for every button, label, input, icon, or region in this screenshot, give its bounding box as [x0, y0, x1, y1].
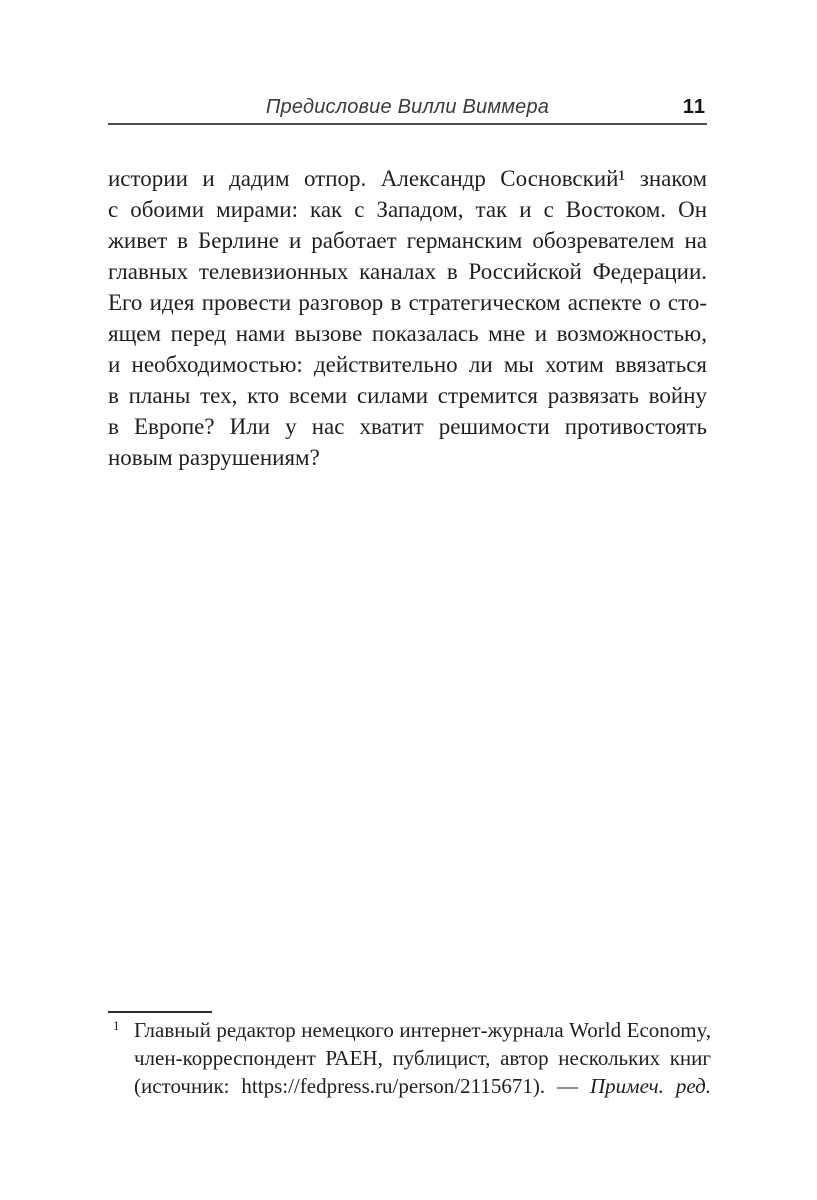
body-line: в планы тех, кто всеми силами стремится развязать войну — [108, 383, 707, 408]
body-line: Его идея провести разговор в стратегическом аспекте о сто- — [108, 290, 707, 315]
footnote-separator-rule — [108, 1011, 212, 1013]
body-line: главных телевизионных каналах в Российской Федерации. — [108, 259, 707, 284]
footnote-line: Главный редактор немецкого интернет-журнала World Economy, — [134, 1018, 711, 1042]
footnote-marker: 1 — [113, 1018, 120, 1033]
body-line: новым разрушениям? — [108, 445, 320, 470]
body-line: с обоими мирами: как с Западом, так и с Востоком. Он — [108, 197, 707, 222]
running-header-title: Предисловие Вилли Виммера — [265, 96, 550, 118]
body-line: ящем перед нами вызове показалась мне и возможностью, — [108, 321, 707, 346]
body-line: истории и дадим отпор. Александр Сосновский¹ знаком — [108, 166, 707, 191]
footnote-editor-note: Примеч. ред. — [590, 1074, 711, 1098]
page-number: 11 — [682, 96, 706, 118]
body-paragraph — [108, 163, 707, 473]
body-line: живет в Берлине и работает германским обозревателем на — [108, 228, 707, 253]
running-header — [108, 95, 707, 125]
footnote-line — [134, 1072, 711, 1100]
footnote — [108, 1016, 711, 1100]
footnote-line: член-корреспондент РАЕН, публицист, автор нескольких книг — [134, 1046, 711, 1070]
body-line: в Европе? Или у нас хватит решимости противостоять — [108, 414, 707, 439]
footnote-source-text: (источник: https://fedpress.ru/person/2115671). — — [134, 1074, 590, 1098]
body-line: и необходимостью: действительно ли мы хотим ввязаться — [108, 352, 707, 377]
